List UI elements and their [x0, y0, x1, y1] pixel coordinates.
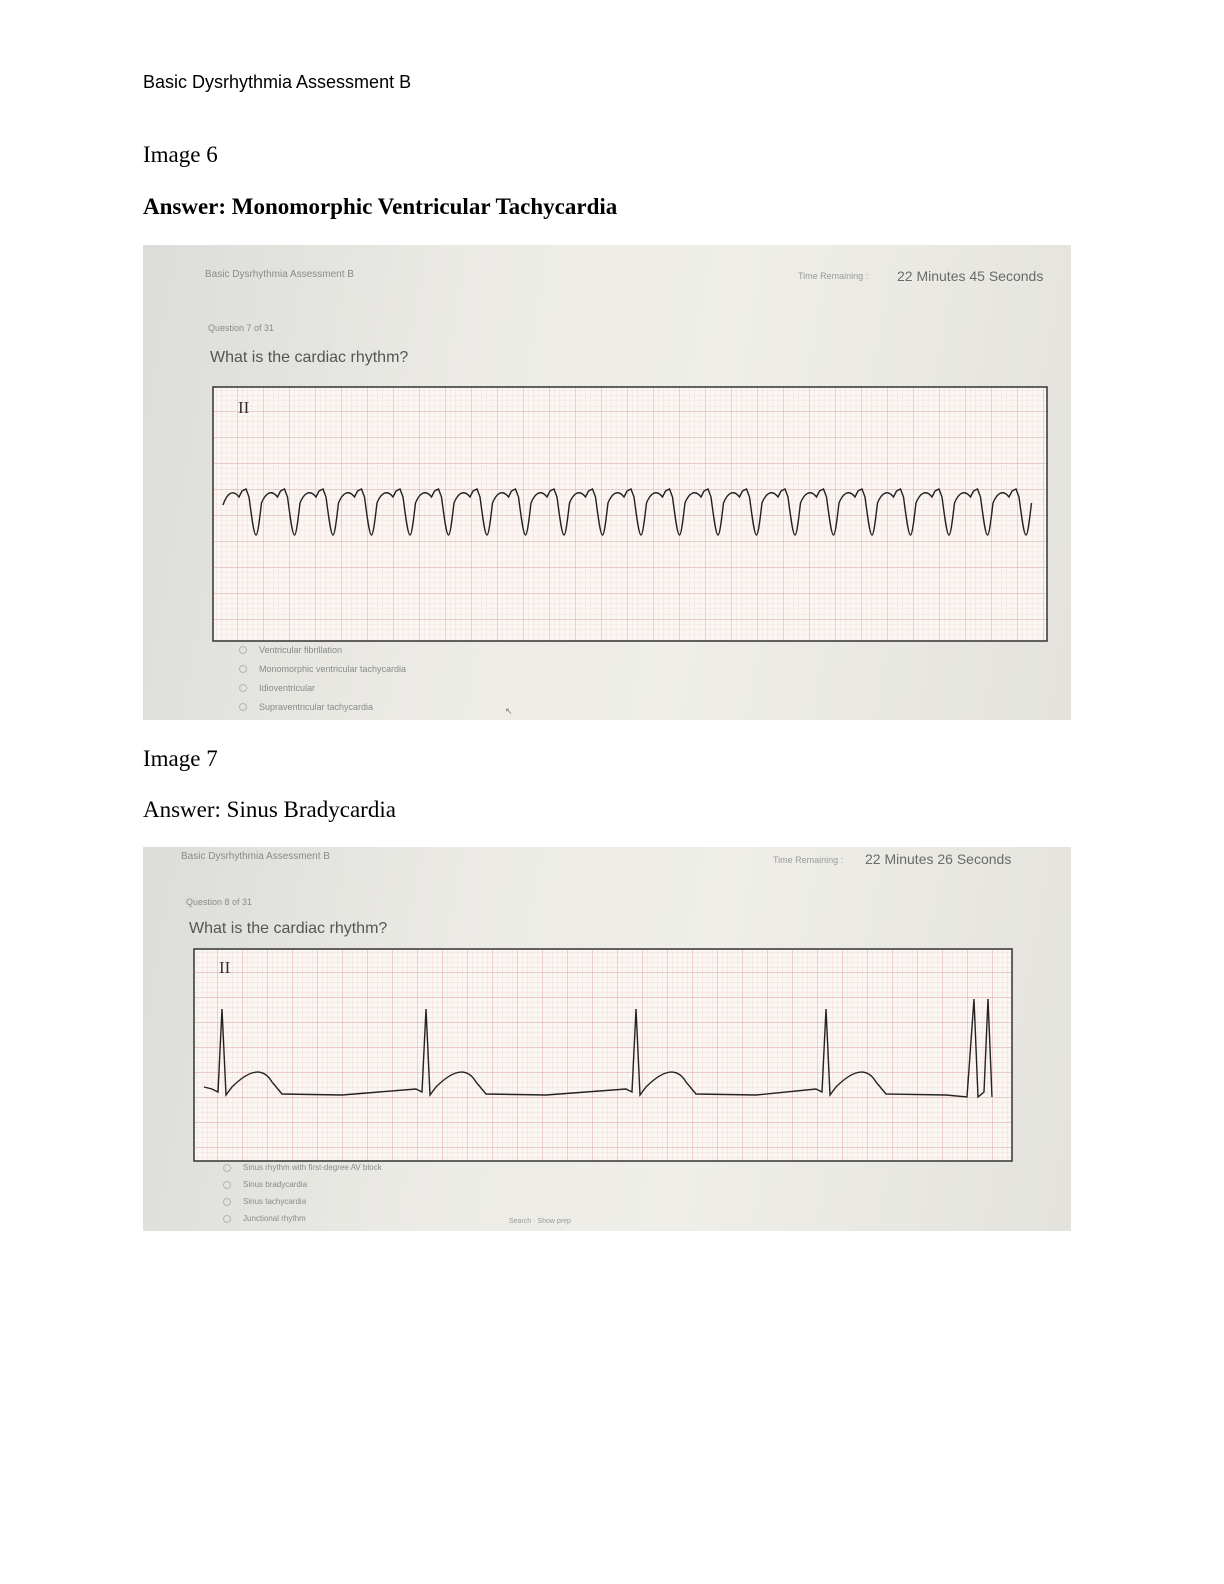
question-number: Question 7 of 31 — [208, 323, 275, 333]
option-3[interactable]: Idioventricular — [239, 678, 406, 697]
option-4[interactable]: Supraventricular tachycardia — [239, 697, 406, 716]
option-3[interactable]: Sinus tachycardia — [223, 1193, 382, 1210]
question-text: What is the cardiac rhythm? — [210, 349, 409, 366]
image-7-answer: Answer: Sinus Bradycardia — [143, 797, 396, 822]
option-1[interactable]: Ventricular fibrillation — [239, 640, 406, 659]
radio-icon[interactable] — [223, 1198, 231, 1206]
screenshot-question-8 — [143, 847, 1071, 1231]
option-2[interactable]: Sinus bradycardia — [223, 1176, 382, 1193]
image-6-answer: Answer: Monomorphic Ventricular Tachycardia — [143, 194, 618, 219]
radio-icon[interactable] — [239, 684, 247, 692]
screenshot-question-7 — [143, 245, 1071, 720]
footer-button[interactable]: Search · Show prep — [509, 1218, 571, 1225]
answer-options — [223, 1159, 382, 1227]
document-header: Basic Dysrhythmia Assessment B — [143, 72, 412, 92]
ecg-strip-sinus-brady — [192, 947, 1014, 1163]
radio-icon[interactable] — [223, 1164, 231, 1172]
lead-label: II — [238, 398, 250, 417]
radio-icon[interactable] — [223, 1215, 231, 1223]
question-number: Question 8 of 31 — [186, 897, 253, 907]
assessment-title: Basic Dysrhythmia Assessment B — [205, 269, 354, 280]
answer-options — [239, 640, 406, 716]
time-remaining-label: Time Remaining : — [773, 855, 844, 865]
radio-icon[interactable] — [239, 646, 247, 654]
assessment-title: Basic Dysrhythmia Assessment B — [181, 851, 330, 862]
question-text: What is the cardiac rhythm? — [189, 920, 388, 937]
mouse-cursor-icon: ↖ — [505, 706, 513, 716]
option-1[interactable]: Sinus rhythm with first-degree AV block — [223, 1159, 382, 1176]
option-4[interactable]: Junctional rhythm — [223, 1210, 382, 1227]
option-2[interactable]: Monomorphic ventricular tachycardia — [239, 659, 406, 678]
image-7-title: Image 7 — [143, 746, 218, 771]
time-remaining-value: 22 Minutes 26 Seconds — [865, 851, 1012, 867]
radio-icon[interactable] — [239, 703, 247, 711]
time-remaining-label: Time Remaining : — [798, 271, 869, 281]
lead-label: II — [219, 958, 231, 977]
radio-icon[interactable] — [223, 1181, 231, 1189]
ecg-strip-vtach — [211, 385, 1049, 643]
image-6-title: Image 6 — [143, 142, 218, 167]
radio-icon[interactable] — [239, 665, 247, 673]
time-remaining-value: 22 Minutes 45 Seconds — [897, 268, 1044, 284]
